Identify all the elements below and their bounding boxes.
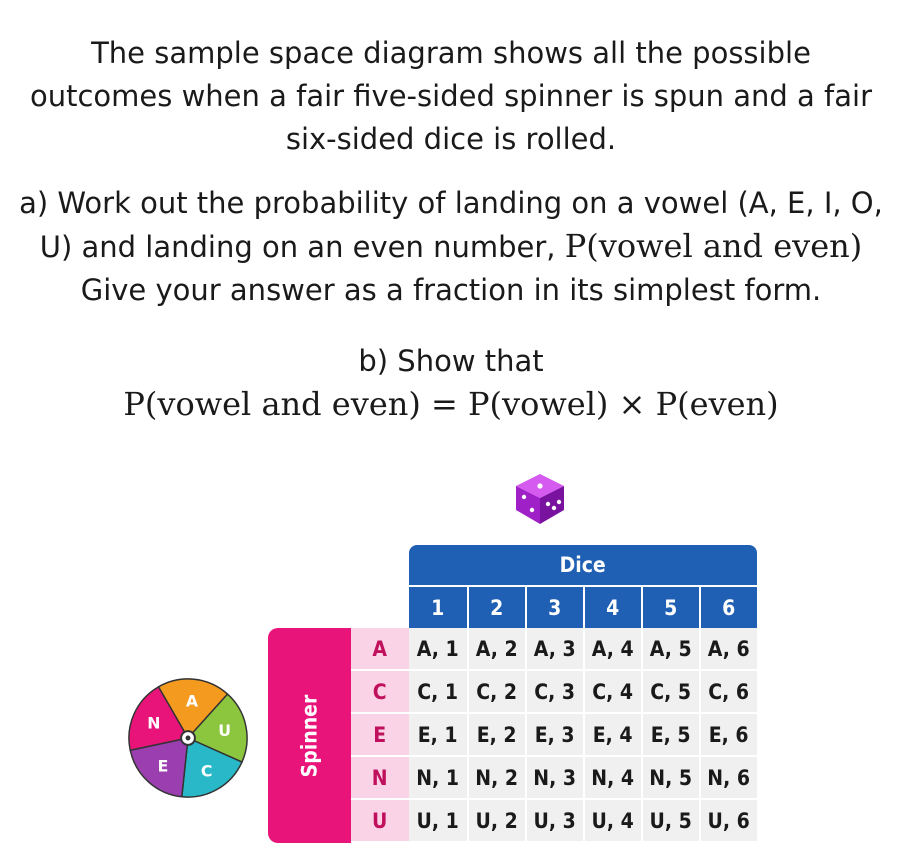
part-a-line-2-text: U) and landing on an even number, bbox=[39, 230, 565, 264]
outcome-cell: E, 6 bbox=[699, 714, 757, 757]
spinner-icon bbox=[125, 675, 251, 801]
spinner-letter-u: U bbox=[351, 800, 409, 843]
spinner-letter-n: N bbox=[351, 757, 409, 800]
outcome-cell: N, 5 bbox=[641, 757, 699, 800]
part-b-math: P(vowel and even) = P(vowel) × P(even) bbox=[123, 385, 779, 423]
outcome-cell: E, 3 bbox=[525, 714, 583, 757]
spinner-header-label: Spinner bbox=[297, 694, 322, 777]
outcome-cell: U, 5 bbox=[641, 800, 699, 843]
dice-value-5: 5 bbox=[641, 585, 699, 628]
outcome-cell: A, 2 bbox=[467, 628, 525, 671]
dice-icon bbox=[512, 470, 568, 526]
outcome-cell: A, 6 bbox=[699, 628, 757, 671]
outcome-cell: C, 4 bbox=[583, 671, 641, 714]
dice-header: Dice bbox=[409, 545, 757, 585]
dice-value-6: 6 bbox=[699, 585, 757, 628]
outcome-cell: C, 2 bbox=[467, 671, 525, 714]
outcome-cell: C, 1 bbox=[409, 671, 467, 714]
sample-space-table bbox=[268, 545, 757, 843]
outcome-cell: N, 1 bbox=[409, 757, 467, 800]
outcome-cell: E, 2 bbox=[467, 714, 525, 757]
spinner-label-u: U bbox=[218, 721, 231, 741]
outcome-cell: U, 2 bbox=[467, 800, 525, 843]
spinner-letter-c: C bbox=[351, 671, 409, 714]
outcome-cell: N, 3 bbox=[525, 757, 583, 800]
outcome-cell: E, 5 bbox=[641, 714, 699, 757]
outcome-cell: A, 4 bbox=[583, 628, 641, 671]
intro-line-3: six-sided dice is rolled. bbox=[285, 122, 617, 156]
part-a-line-1: a) Work out the probability of landing on a vowel (A, E, I, O, bbox=[19, 186, 883, 220]
part-b bbox=[0, 340, 902, 426]
outcome-cell: U, 1 bbox=[409, 800, 467, 843]
outcome-cell: N, 4 bbox=[583, 757, 641, 800]
spinner-letter-a: A bbox=[351, 628, 409, 671]
part-a-line-2 bbox=[0, 225, 902, 269]
intro-line-1: The sample space diagram shows all the possible bbox=[91, 36, 811, 70]
dice-value-4: 4 bbox=[583, 585, 641, 628]
outcome-cell: U, 6 bbox=[699, 800, 757, 843]
outcome-cell: A, 1 bbox=[409, 628, 467, 671]
grid-corner-2 bbox=[268, 585, 409, 628]
outcome-cell: C, 6 bbox=[699, 671, 757, 714]
outcome-cell: C, 5 bbox=[641, 671, 699, 714]
dice-value-3: 3 bbox=[525, 585, 583, 628]
outcome-cell: N, 2 bbox=[467, 757, 525, 800]
intro-line-2: outcomes when a fair five-sided spinner is spun and a fair bbox=[29, 79, 872, 113]
spinner-header bbox=[268, 628, 351, 843]
outcome-cell: C, 3 bbox=[525, 671, 583, 714]
part-a bbox=[0, 182, 902, 312]
part-a-line-3: Give your answer as a fraction in its simplest form. bbox=[80, 273, 822, 307]
grid-corner bbox=[268, 545, 409, 585]
spinner-label-e: E bbox=[157, 756, 169, 776]
spinner-label-c: C bbox=[200, 761, 213, 781]
question-intro bbox=[0, 32, 902, 161]
outcome-cell: E, 4 bbox=[583, 714, 641, 757]
outcome-cell: U, 3 bbox=[525, 800, 583, 843]
outcome-cell: E, 1 bbox=[409, 714, 467, 757]
spinner-label-n: N bbox=[147, 713, 161, 733]
outcome-cell: N, 6 bbox=[699, 757, 757, 800]
outcome-cell: A, 5 bbox=[641, 628, 699, 671]
table-row bbox=[268, 628, 757, 671]
dice-value-1: 1 bbox=[409, 585, 467, 628]
outcome-cell: U, 4 bbox=[583, 800, 641, 843]
outcome-cell: A, 3 bbox=[525, 628, 583, 671]
spinner-letter-e: E bbox=[351, 714, 409, 757]
part-a-math: P(vowel and even) bbox=[564, 227, 863, 265]
spinner-label-a: A bbox=[185, 691, 199, 711]
dice-value-2: 2 bbox=[467, 585, 525, 628]
part-b-line-1: b) Show that bbox=[358, 344, 544, 378]
